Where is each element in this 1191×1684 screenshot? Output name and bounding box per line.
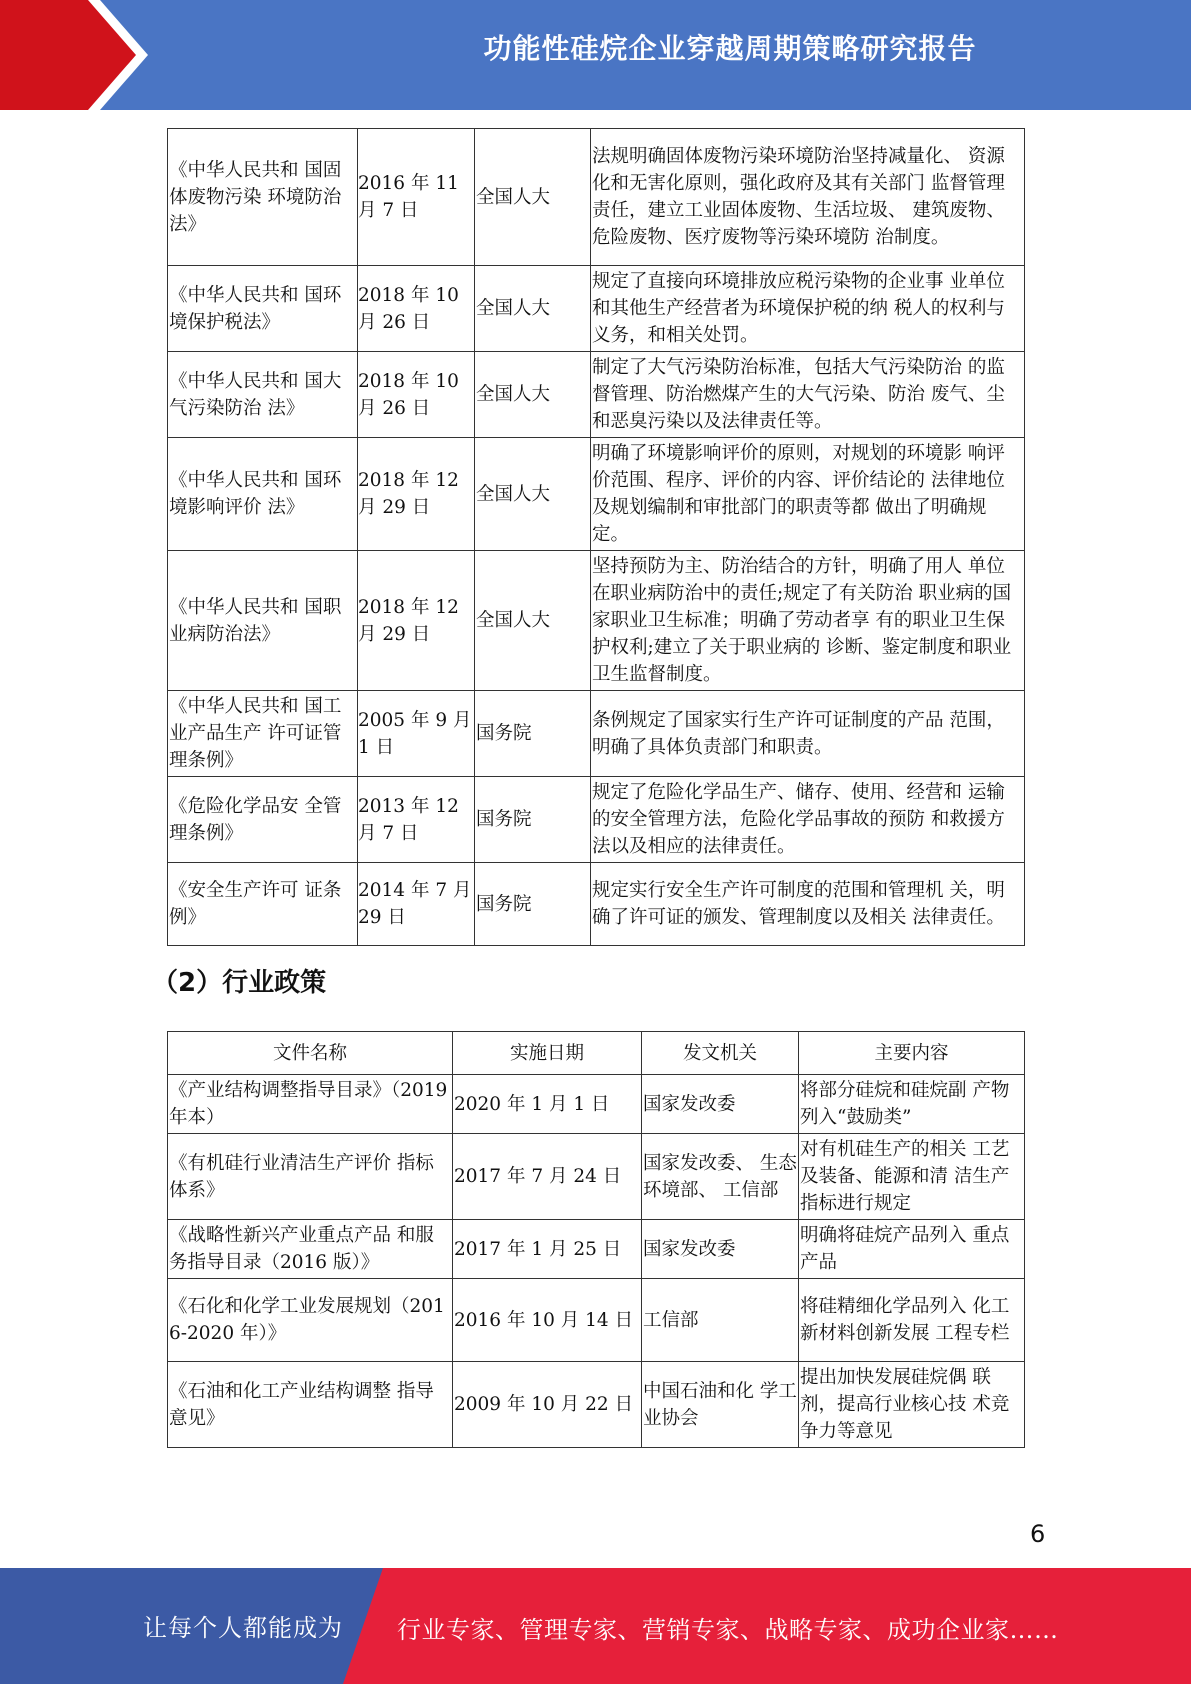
- policy-content-cell: 将部分硅烷和硅烷副 产物列入“鼓励类”: [799, 1075, 1025, 1134]
- table-row: [168, 691, 1025, 777]
- header-arrow-decoration: [0, 0, 160, 110]
- policy-content-cell: 明确将硅烷产品列入 重点产品: [799, 1220, 1025, 1279]
- law-issuer-cell: 全国人大: [475, 551, 591, 691]
- law-issuer-cell: 国务院: [475, 863, 591, 946]
- law-content-cell: 条例规定了国家实行生产许可证制度的产品 范围，明确了具体负责部门和职责。: [591, 691, 1025, 777]
- law-name-cell: 《危险化学品安 全管理条例》: [168, 777, 358, 863]
- policy-date-cell: 2020 年 1 月 1 日: [453, 1075, 642, 1134]
- law-content-cell: 坚持预防为主、防治结合的方针，明确了用人 单位在职业病防治中的责任;规定了有关防治 职业病的国家职业卫生标准；明确了劳动者享 有的职业卫生保护权利;建立了关于职业病的 诊断、鉴定制度和职业卫生监督制度。: [591, 551, 1025, 691]
- law-content-cell: 规定实行安全生产许可制度的范围和管理机 关，明确了许可证的颁发、管理制度以及相关 法律责任。: [591, 863, 1025, 946]
- table-row: [168, 1134, 1025, 1220]
- policy-name-cell: 《石化和化学工业发展规划（2016-2020 年）》: [168, 1279, 453, 1362]
- policy-issuer-cell: 国家发改委: [642, 1220, 799, 1279]
- column-header-issuing-authority: 发文机关: [642, 1032, 799, 1075]
- law-name-cell: 《中华人民共和 国环境保护税法》: [168, 266, 358, 352]
- law-date-cell: 2016 年 11 月 7 日: [358, 129, 475, 266]
- policy-date-cell: 2009 年 10 月 22 日: [453, 1362, 642, 1448]
- law-date-cell: 2013 年 12 月 7 日: [358, 777, 475, 863]
- document-title: 功能性硅烷企业穿越周期策略研究报告: [483, 32, 977, 65]
- table-row: [168, 1362, 1025, 1448]
- law-content-cell: 规定了直接向环境排放应税污染物的企业事 业单位和其他生产经营者为环境保护税的纳 税人的权利与义务，和相关处罚。: [591, 266, 1025, 352]
- table-row: [168, 352, 1025, 438]
- table-row: [168, 551, 1025, 691]
- table-row: [168, 1279, 1025, 1362]
- policy-content-cell: 对有机硅生产的相关 工艺及装备、能源和清 洁生产指标进行规定: [799, 1134, 1025, 1220]
- policy-issuer-cell: 中国石油和化 学工业协会: [642, 1362, 799, 1448]
- table-row: [168, 438, 1025, 551]
- law-content-cell: 制定了大气污染防治标准，包括大气污染防治 的监督管理、防治燃煤产生的大气污染、防治 废气、尘和恶臭污染以及法律责任等。: [591, 352, 1025, 438]
- footer-slogan-right: 行业专家、管理专家、营销专家、战略专家、成功企业家……: [397, 1616, 1059, 1644]
- law-date-cell: 2018 年 10 月 26 日: [358, 266, 475, 352]
- table-row: [168, 129, 1025, 266]
- policy-issuer-cell: 工信部: [642, 1279, 799, 1362]
- laws-regulations-table: [167, 128, 1025, 946]
- table-row: [168, 1220, 1025, 1279]
- footer-slogan-left: 让每个人都能成为: [143, 1614, 343, 1642]
- policy-name-cell: 《石油和化工产业结构调整 指导意见》: [168, 1362, 453, 1448]
- law-issuer-cell: 国务院: [475, 691, 591, 777]
- law-issuer-cell: 全国人大: [475, 129, 591, 266]
- table-header-row: [168, 1032, 1025, 1075]
- column-header-effective-date: 实施日期: [453, 1032, 642, 1075]
- policy-content-cell: 提出加快发展硅烷偶 联剂，提高行业核心技 术竞争力等意见: [799, 1362, 1025, 1448]
- section-heading-industry-policy: （2）行业政策: [152, 968, 327, 998]
- law-name-cell: 《中华人民共和 国环境影响评价 法》: [168, 438, 358, 551]
- law-issuer-cell: 国务院: [475, 777, 591, 863]
- table-row: [168, 777, 1025, 863]
- law-content-cell: 法规明确固体废物污染环境防治坚持减量化、 资源化和无害化原则，强化政府及其有关部门 监督管理责任，建立工业固体废物、生活垃圾、 建筑废物、危险废物、医疗废物等污染环境防 治制度。: [591, 129, 1025, 266]
- law-name-cell: 《中华人民共和 国职业病防治法》: [168, 551, 358, 691]
- header-band: [0, 0, 1191, 110]
- law-date-cell: 2018 年 10 月 26 日: [358, 352, 475, 438]
- policy-issuer-cell: 国家发改委、 生态环境部、 工信部: [642, 1134, 799, 1220]
- policy-date-cell: 2017 年 7 月 24 日: [453, 1134, 642, 1220]
- policy-name-cell: 《战略性新兴产业重点产品 和服务指导目录（2016 版）》: [168, 1220, 453, 1279]
- policy-name-cell: 《产业结构调整指导目录》（2019 年本）: [168, 1075, 453, 1134]
- law-date-cell: 2005 年 9 月 1 日: [358, 691, 475, 777]
- table-row: [168, 266, 1025, 352]
- policy-name-cell: 《有机硅行业清洁生产评价 指标体系》: [168, 1134, 453, 1220]
- law-name-cell: 《中华人民共和 国工业产品生产 许可证管理条例》: [168, 691, 358, 777]
- law-issuer-cell: 全国人大: [475, 352, 591, 438]
- law-name-cell: 《中华人民共和 国大气污染防治 法》: [168, 352, 358, 438]
- column-header-document-name: 文件名称: [168, 1032, 453, 1075]
- law-issuer-cell: 全国人大: [475, 438, 591, 551]
- table-row: [168, 863, 1025, 946]
- law-name-cell: 《安全生产许可 证条例》: [168, 863, 358, 946]
- law-date-cell: 2018 年 12 月 29 日: [358, 438, 475, 551]
- law-content-cell: 规定了危险化学品生产、储存、使用、经营和 运输的安全管理方法，危险化学品事故的预防 和救援方法以及相应的法律责任。: [591, 777, 1025, 863]
- industry-policy-table: [167, 1031, 1025, 1448]
- policy-date-cell: 2017 年 1 月 25 日: [453, 1220, 642, 1279]
- page-number: 6: [1030, 1520, 1046, 1548]
- law-date-cell: 2018 年 12 月 29 日: [358, 551, 475, 691]
- law-date-cell: 2014 年 7 月 29 日: [358, 863, 475, 946]
- law-content-cell: 明确了环境影响评价的原则，对规划的环境影 响评价范围、程序、评价的内容、评价结论的 法律地位及规划编制和审批部门的职责等都 做出了明确规定。: [591, 438, 1025, 551]
- policy-issuer-cell: 国家发改委: [642, 1075, 799, 1134]
- policy-content-cell: 将硅精细化学品列入 化工新材料创新发展 工程专栏: [799, 1279, 1025, 1362]
- law-name-cell: 《中华人民共和 国固体废物污染 环境防治法》: [168, 129, 358, 266]
- policy-date-cell: 2016 年 10 月 14 日: [453, 1279, 642, 1362]
- table-row: [168, 1075, 1025, 1134]
- column-header-main-content: 主要内容: [799, 1032, 1025, 1075]
- law-issuer-cell: 全国人大: [475, 266, 591, 352]
